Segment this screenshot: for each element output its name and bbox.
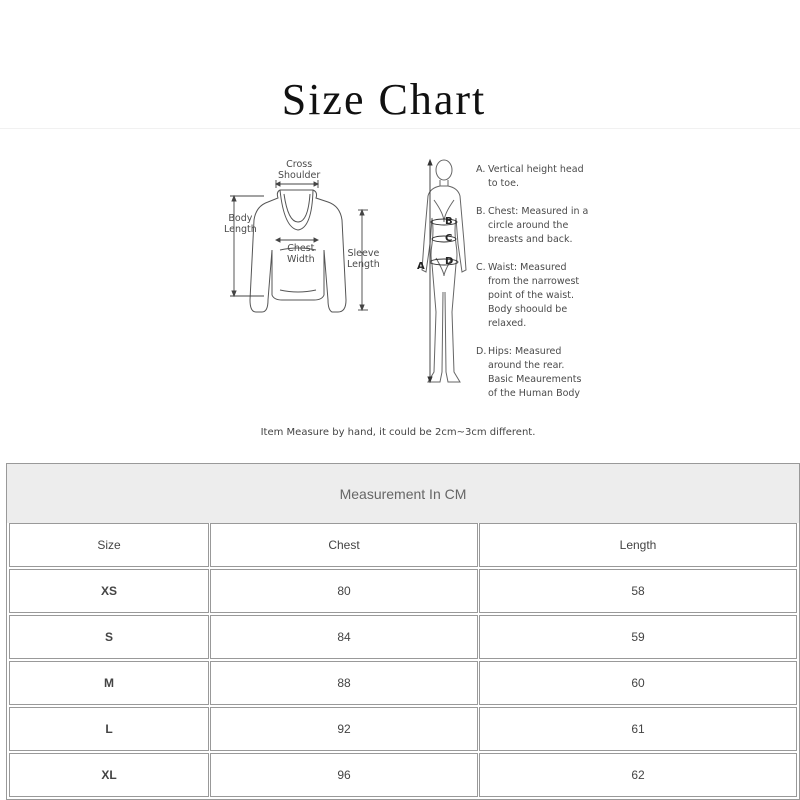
size-cell: XS — [9, 569, 209, 613]
legend-line: from the narrowest — [488, 276, 580, 287]
column-header-length: Length — [479, 523, 797, 567]
legend-item-a — [476, 163, 596, 191]
measure-note: Item Measure by hand, it could be 2cm~3cm different. — [260, 427, 536, 438]
page-title: Size Chart — [281, 75, 487, 124]
size-cell: L — [9, 707, 209, 751]
legend-line: breasts and back. — [488, 234, 573, 245]
chest-width-label: Chest Width — [287, 243, 315, 265]
legend-line: Chest: Measured in a — [488, 206, 589, 217]
legend-letter: D. — [476, 346, 487, 357]
legend-line: relaxed. — [488, 318, 527, 329]
size-cell: XL — [9, 753, 209, 797]
chest-cell: 80 — [210, 569, 478, 613]
length-cell: 62 — [479, 753, 797, 797]
length-cell: 59 — [479, 615, 797, 659]
chest-cell: 96 — [210, 753, 478, 797]
body-letter-d: D — [445, 256, 454, 267]
size-cell: M — [9, 661, 209, 705]
cross-shoulder-label: Cross Shoulder — [278, 159, 321, 181]
body-letter-a: A — [417, 261, 425, 272]
sleeve-length-label: Sleeve Length — [347, 248, 380, 270]
body-diagram — [410, 152, 478, 392]
chest-cell: 88 — [210, 661, 478, 705]
legend-line: around the rear. — [488, 360, 565, 371]
measurement-legend — [476, 163, 596, 415]
legend-letter: C. — [476, 262, 486, 273]
body-length-label: Body Length — [224, 213, 257, 235]
legend-line: Waist: Measured — [488, 262, 567, 273]
legend-letter: A. — [476, 164, 486, 175]
legend-line: circle around the — [488, 220, 569, 231]
column-header-chest: Chest — [210, 523, 478, 567]
length-cell: 60 — [479, 661, 797, 705]
table-header: Measurement In CM — [7, 464, 799, 523]
body-letter-b: B — [445, 216, 453, 227]
length-cell: 61 — [479, 707, 797, 751]
size-cell: S — [9, 615, 209, 659]
legend-item-b — [476, 205, 596, 247]
legend-line: to toe. — [488, 178, 519, 189]
legend-line: Hips: Measured — [488, 346, 562, 357]
body-letter-c: C — [445, 233, 453, 244]
legend-item-c — [476, 261, 596, 331]
legend-line: Vertical height head — [488, 164, 584, 175]
chest-cell: 84 — [210, 615, 478, 659]
column-header-size: Size — [9, 523, 209, 567]
legend-line: Basic Meaurements — [488, 374, 582, 385]
length-cell: 58 — [479, 569, 797, 613]
chest-cell: 92 — [210, 707, 478, 751]
legend-line: point of the waist. — [488, 290, 574, 301]
legend-letter: B. — [476, 206, 486, 217]
legend-line: of the Human Body — [488, 388, 581, 399]
legend-line: Body shoould be — [488, 304, 568, 315]
title-divider — [0, 128, 800, 129]
size-table — [6, 463, 800, 800]
legend-item-d — [476, 345, 596, 401]
